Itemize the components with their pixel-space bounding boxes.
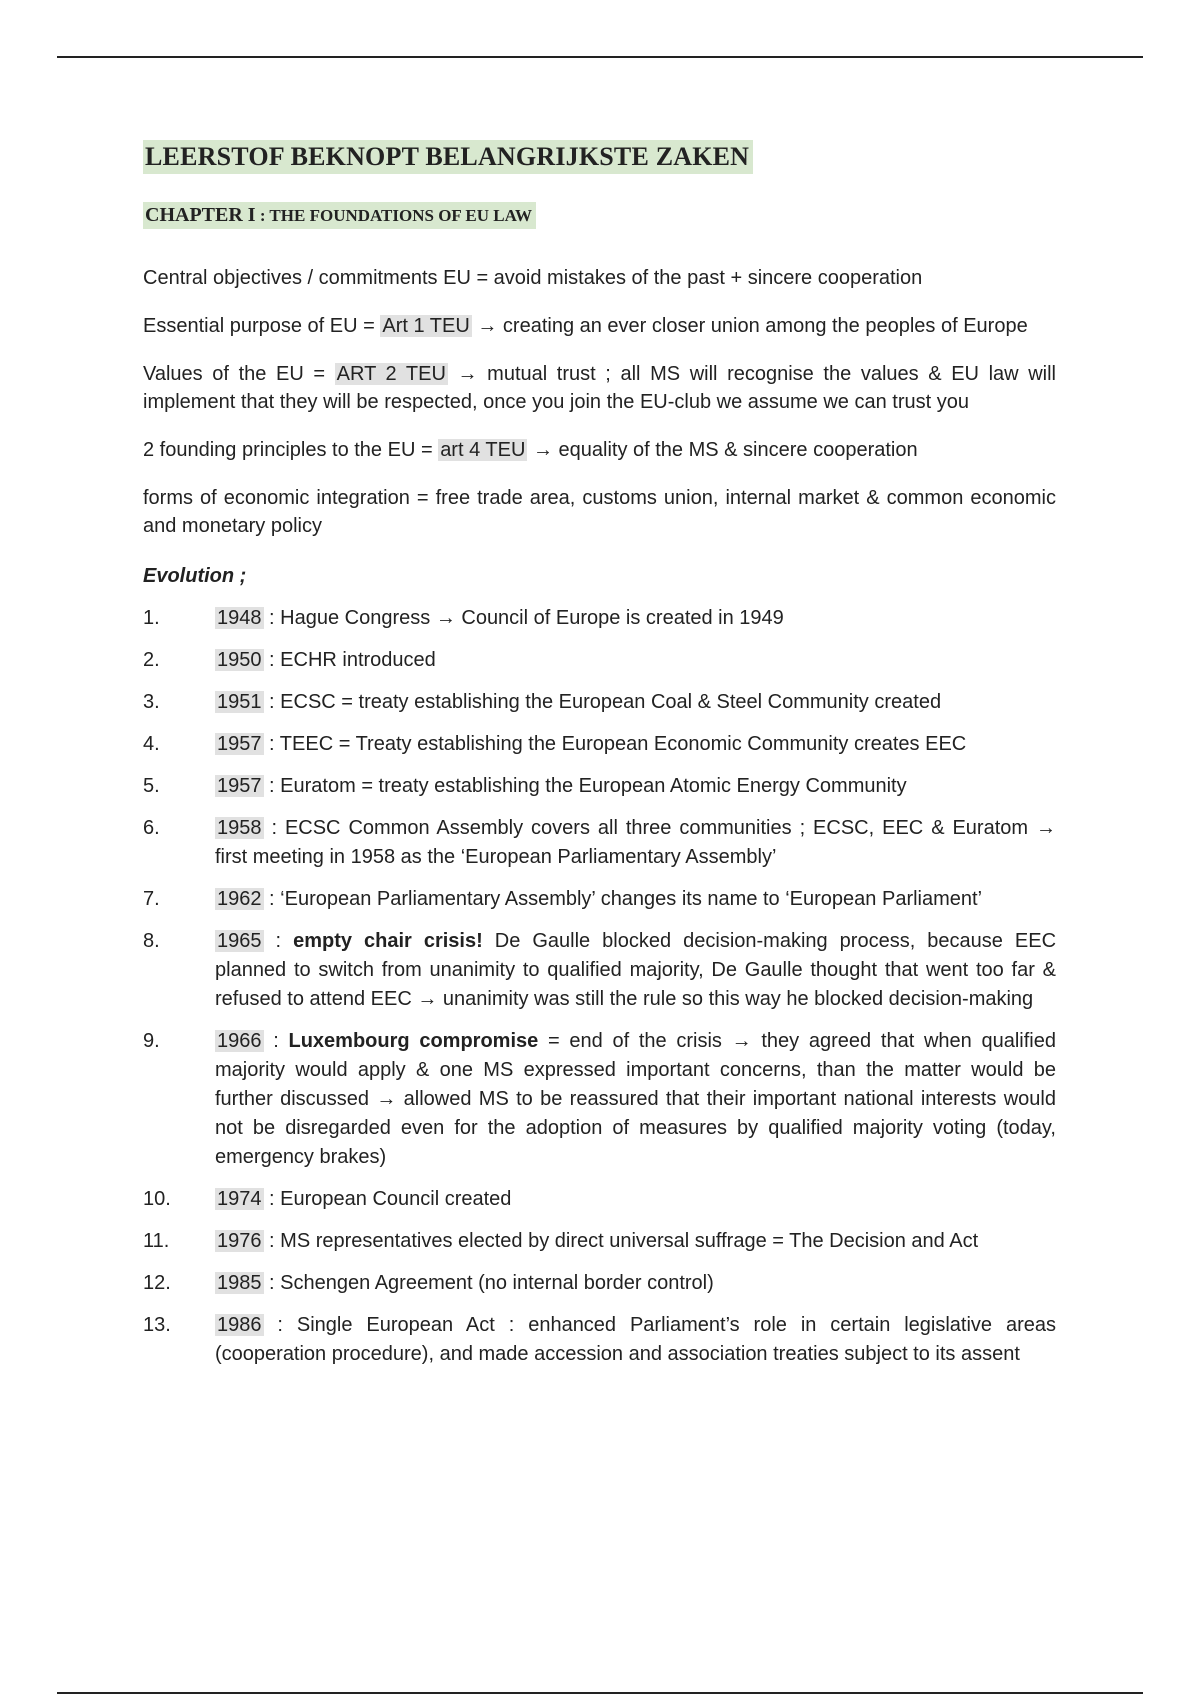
list-number: 3.: [143, 691, 160, 713]
event-description: : Euratom = treaty establishing the European Atomic Energy Community: [263, 775, 907, 797]
year-highlight: 1957: [217, 733, 262, 755]
event-separator: :: [263, 1030, 289, 1052]
list-item-text: [215, 646, 1056, 675]
list-number: 8.: [143, 930, 160, 952]
year-highlight: 1966: [217, 1030, 262, 1052]
paragraph-values: [143, 360, 1056, 416]
list-item: [143, 814, 1056, 872]
list-number: 5.: [143, 775, 160, 797]
year-highlight: 1974: [217, 1188, 262, 1210]
year-highlight: 1986: [217, 1314, 262, 1336]
evolution-list: [143, 604, 1056, 1369]
list-item-text: [215, 730, 1056, 759]
paragraph-integration: [143, 484, 1056, 540]
event-description: : ‘European Parliamentary Assembly’ changes its name to ‘European Parliament’: [263, 888, 983, 910]
list-item: [143, 1311, 1056, 1369]
highlight-art2-teu: ART 2 TEU: [336, 363, 446, 385]
paragraph-principles: [143, 436, 1056, 464]
paragraph-objectives: [143, 264, 1056, 292]
evolution-heading: Evolution ;: [143, 565, 247, 587]
year-highlight: 1965: [217, 930, 262, 952]
list-item-text: [215, 885, 1056, 914]
paragraph-objectives-text: Central objectives / commitments EU = avoid mistakes of the past + sincere cooperation: [143, 267, 923, 289]
year-highlight: 1976: [217, 1230, 262, 1252]
list-item: [143, 730, 1056, 759]
list-item-text: [215, 814, 1056, 872]
list-item-text: [215, 604, 1056, 633]
event-description: : ECHR introduced: [263, 649, 436, 671]
event-description: : European Council created: [263, 1188, 512, 1210]
year-highlight: 1951: [217, 691, 262, 713]
list-item: [143, 772, 1056, 801]
year-highlight: 1957: [217, 775, 262, 797]
list-number: 4.: [143, 733, 160, 755]
chapter-title: [143, 202, 536, 229]
list-number: 11.: [143, 1230, 170, 1252]
chapter-title-prefix: CHAPTER I: [145, 204, 256, 226]
list-number: 9.: [143, 1030, 160, 1052]
list-item-text: [215, 1027, 1056, 1172]
chapter-title-rest: : THE FOUNDATIONS OF EU LAW: [255, 206, 533, 225]
event-keyword: Luxembourg compromise: [288, 1030, 539, 1052]
paragraph-purpose-lead: Essential purpose of EU =: [143, 315, 381, 337]
event-keyword: empty chair crisis!: [293, 930, 483, 952]
list-number: 2.: [143, 649, 160, 671]
event-description: De Gaulle blocked decision-making process, because EEC planned to switch from unanimity to qualified majority, De Gaulle thought that went too far & refused to attend EEC → unanimity was still the rule so this way he blocked decision-making: [215, 930, 1057, 1010]
list-item: [143, 1185, 1056, 1214]
year-highlight: 1948: [217, 607, 262, 629]
list-item: [143, 688, 1056, 717]
paragraph-principles-rest: → equality of the MS & sincere cooperation: [527, 439, 918, 461]
paragraph-purpose-rest: → creating an ever closer union among the peoples of Europe: [471, 315, 1028, 337]
event-description: : ECSC Common Assembly covers all three communities ; ECSC, EEC & Euratom → first meeting in 1958 as the ‘European Parliamentary Assembly’: [215, 817, 1056, 868]
list-item: [143, 604, 1056, 633]
year-highlight: 1950: [217, 649, 262, 671]
list-item: [143, 885, 1056, 914]
list-item-text: [215, 927, 1056, 1014]
list-item: [143, 1027, 1056, 1172]
list-number: 6.: [143, 817, 160, 839]
year-highlight: 1958: [217, 817, 262, 839]
document-body: [143, 140, 1056, 1382]
event-description: = end of the crisis → they agreed that when qualified majority would apply & one MS expressed important concerns, than the matter would be further discussed → allowed MS to be reassured that their important national interests would not be disregarded even for the adoption of measures by qualified majority voting (today, emergency brakes): [215, 1030, 1056, 1168]
bottom-rule: [57, 1692, 1143, 1694]
highlight-art4-teu: art 4 TEU: [440, 439, 526, 461]
title-block: [143, 140, 1056, 184]
list-item: [143, 1227, 1056, 1256]
list-item-text: [215, 1269, 1056, 1298]
event-description: : Schengen Agreement (no internal border control): [263, 1272, 714, 1294]
top-rule: [57, 56, 1143, 58]
list-item: [143, 646, 1056, 675]
list-number: 10.: [143, 1188, 171, 1210]
list-item: [143, 927, 1056, 1014]
paragraph-values-rest: → mutual trust ; all MS will recognise the values & EU law will implement that they will be respected, once you join the EU-club we assume we can trust you: [143, 363, 1056, 413]
event-description: : ECSC = treaty establishing the European Coal & Steel Community created: [263, 691, 942, 713]
list-number: 1.: [143, 607, 160, 629]
list-item-text: [215, 772, 1056, 801]
list-item: [143, 1269, 1056, 1298]
list-item-text: [215, 1311, 1056, 1369]
paragraph-purpose: [143, 312, 1056, 340]
event-separator: :: [263, 930, 294, 952]
paragraph-integration-text: forms of economic integration = free trade area, customs union, internal market & common economic and monetary policy: [143, 487, 1056, 537]
paragraph-principles-lead: 2 founding principles to the EU =: [143, 439, 439, 461]
chapter-block: [143, 202, 1056, 242]
list-number: 12.: [143, 1272, 171, 1294]
year-highlight: 1962: [217, 888, 262, 910]
event-description: : Single European Act : enhanced Parliament’s role in certain legislative areas (cooperation procedure), and made accession and association treaties subject to its assent: [215, 1314, 1056, 1365]
list-item-text: [215, 1185, 1056, 1214]
list-number: 13.: [143, 1314, 171, 1336]
list-number: 7.: [143, 888, 160, 910]
highlight-art1-teu: Art 1 TEU: [382, 315, 470, 337]
list-item-text: [215, 688, 1056, 717]
event-description: : Hague Congress → Council of Europe is created in 1949: [263, 607, 784, 629]
event-description: : TEEC = Treaty establishing the European Economic Community creates EEC: [263, 733, 967, 755]
main-title: LEERSTOF BEKNOPT BELANGRIJKSTE ZAKEN: [143, 140, 753, 174]
year-highlight: 1985: [217, 1272, 262, 1294]
paragraph-values-lead: Values of the EU =: [143, 363, 335, 385]
event-description: : MS representatives elected by direct universal suffrage = The Decision and Act: [263, 1230, 979, 1252]
list-item-text: [215, 1227, 1056, 1256]
